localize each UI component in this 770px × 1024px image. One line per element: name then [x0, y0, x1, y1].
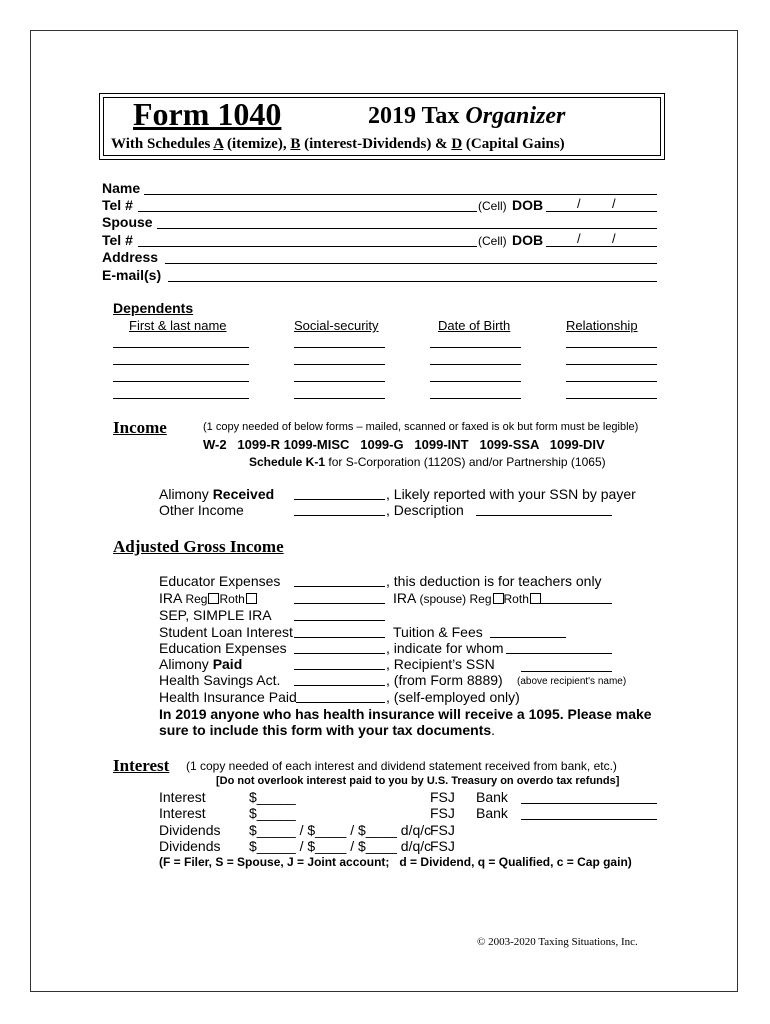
year-title-text: 2019 Tax: [368, 103, 460, 129]
educator-field[interactable]: [294, 586, 385, 587]
col-ssn: Social-security: [294, 318, 379, 333]
spouse-tel-label: Tel #: [102, 232, 133, 248]
spouse-dob-slash-2: /: [612, 231, 616, 246]
interest-note: (1 copy needed of each interest and dividend statement received from bank, etc.): [186, 759, 617, 773]
dividend-row-label: Dividends: [159, 838, 221, 854]
dep-ssn-field[interactable]: [294, 381, 385, 382]
spouse-dob-slash-1: /: [577, 231, 581, 246]
spouse-dob-field[interactable]: [546, 246, 657, 247]
agi-title: Adjusted Gross Income: [113, 537, 284, 556]
ira-spouse-label: [393, 590, 541, 606]
education-label: Education Expenses: [159, 640, 287, 656]
dob-slash-1: /: [577, 196, 581, 211]
alimony-paid-label: [159, 656, 242, 672]
health-insurance-field[interactable]: [296, 702, 385, 703]
subtitle-pre: With Schedules: [111, 136, 214, 152]
name-field[interactable]: [144, 194, 657, 195]
dep-rel-field[interactable]: [566, 364, 657, 365]
spouse-dob-label: DOB: [512, 232, 544, 248]
spouse-tel-field[interactable]: [138, 246, 477, 247]
other-income-field[interactable]: [294, 515, 385, 516]
dep-ssn-field[interactable]: [294, 398, 385, 399]
dependents-title: Dependents: [113, 300, 194, 316]
other-income-desc-field[interactable]: [476, 515, 612, 516]
organizer-word: Organizer: [465, 103, 566, 129]
col-name: First & last name: [129, 318, 227, 333]
form-title: Form 1040: [133, 96, 282, 132]
alimony-paid-pre: Alimony: [159, 656, 213, 672]
subtitle-b: (interest-Dividends) &: [300, 136, 452, 152]
dividend-row-fsj[interactable]: FSJ: [430, 822, 455, 838]
notice2-end: .: [491, 722, 496, 738]
interest-title: Interest: [113, 756, 170, 775]
education-note: , indicate for whom: [386, 640, 504, 656]
ira-label: [159, 590, 257, 606]
spouse-label: Spouse: [102, 214, 153, 230]
cell-label: (Cell): [478, 199, 507, 213]
spouse-cell-label: (Cell): [478, 234, 507, 248]
student-loan-label: Student Loan Interest: [159, 624, 293, 640]
alimony-paid-bold: Paid: [212, 656, 243, 672]
health-notice-line2: [159, 722, 495, 738]
alimony-received-field[interactable]: [294, 499, 385, 500]
email-label: E-mail(s): [102, 267, 162, 283]
dep-name-field[interactable]: [113, 347, 249, 348]
k1-bold: Schedule K-1: [249, 455, 326, 469]
interest-legend: (F = Filer, S = Spouse, J = Joint account; d = Dividend, q = Qualified, c = Cap gain): [159, 855, 632, 869]
tel-field[interactable]: [138, 211, 477, 212]
dep-name-field[interactable]: [113, 398, 249, 399]
header-subtitle: [111, 136, 565, 153]
k1-rest: for S-Corporation (1120S) and/or Partnership (1065): [325, 455, 606, 469]
sep-field[interactable]: [294, 620, 385, 621]
email-field[interactable]: [168, 281, 657, 282]
other-income-desc-label: , Description: [386, 502, 464, 518]
interest-row-fsj[interactable]: FSJ: [430, 805, 455, 821]
notice2-bold: sure to include this form with your tax documents: [159, 722, 492, 738]
interest-row-amount[interactable]: $_____: [249, 805, 296, 821]
alimony-pre: Alimony: [159, 486, 213, 502]
subtitle-d: (Capital Gains): [462, 136, 565, 152]
ira2-roth-label: Roth: [503, 592, 529, 606]
ira2-pre: IRA: [393, 590, 420, 606]
dep-name-field[interactable]: [113, 381, 249, 382]
tuition-label: Tuition & Fees: [393, 624, 483, 640]
col-relationship: Relationship: [566, 318, 638, 333]
hsa-label: Health Savings Act.: [159, 672, 281, 688]
schedule-b: B: [290, 136, 301, 152]
ira2-spouse: (spouse): [419, 592, 467, 606]
dep-rel-field[interactable]: [566, 398, 657, 399]
bank-field[interactable]: [521, 803, 657, 804]
dividend-row-label: Dividends: [159, 822, 221, 838]
alimony-received-label: [159, 486, 274, 502]
ira2-reg-checkbox[interactable]: [493, 593, 504, 604]
subtitle-a: (itemize),: [223, 136, 291, 152]
dep-rel-field[interactable]: [566, 347, 657, 348]
income-forms: W-2 1099-R 1099-MISC 1099-G 1099-INT 1099-SSA 1099-DIV: [203, 437, 605, 452]
interest-row-bank: Bank: [476, 805, 508, 821]
interest-row-label: Interest: [159, 789, 206, 805]
dep-rel-field[interactable]: [566, 381, 657, 382]
education-field[interactable]: [294, 653, 385, 654]
other-income-label: Other Income: [159, 502, 244, 518]
educator-note: , this deduction is for teachers only: [386, 573, 602, 589]
dob-field[interactable]: [546, 211, 657, 212]
dep-dob-field[interactable]: [430, 364, 521, 365]
col-dob: Date of Birth: [438, 318, 511, 333]
schedule-d: D: [451, 136, 463, 152]
tel-label: Tel #: [102, 197, 133, 213]
copyright: © 2003-2020 Taxing Situations, Inc.: [477, 936, 638, 948]
ira-pre: IRA: [159, 590, 186, 606]
dividend-row-amount[interactable]: $_____ / $____ / $____ d/q/c: [249, 822, 432, 838]
address-label: Address: [102, 249, 159, 265]
dep-ssn-field[interactable]: [294, 364, 385, 365]
hsa-subnote: (above recipient's name): [517, 676, 627, 687]
k1-line: [249, 455, 606, 469]
educator-label: Educator Expenses: [159, 573, 281, 589]
ira-reg-checkbox[interactable]: [208, 593, 219, 604]
income-note: (1 copy needed of below forms – mailed, scanned or faxed is ok but form must be legible): [203, 421, 639, 433]
dep-dob-field[interactable]: [430, 347, 521, 348]
student-loan-field[interactable]: [294, 637, 385, 638]
ira2-reg-label: Reg: [466, 592, 492, 606]
ira2-roth-checkbox[interactable]: [530, 593, 541, 604]
dep-ssn-field[interactable]: [294, 347, 385, 348]
interest-row-amount[interactable]: $_____: [249, 789, 296, 805]
schedule-a: A: [213, 136, 224, 152]
ira-roth-checkbox[interactable]: [246, 593, 257, 604]
education-whom-field[interactable]: [506, 653, 612, 654]
alimony-bold: Received: [212, 486, 275, 502]
tuition-field[interactable]: [490, 637, 566, 638]
alimony-paid-field[interactable]: [294, 669, 385, 670]
hsa-field[interactable]: [294, 685, 385, 686]
ira-roth-label: Roth: [219, 592, 245, 606]
dep-name-field[interactable]: [113, 364, 249, 365]
year-title: [368, 103, 565, 130]
treasury-warning: [Do not overlook interest paid to you by U.S. Treasury on overdo tax refunds]: [216, 775, 620, 787]
health-insurance-note: , (self-employed only): [386, 689, 520, 705]
interest-row-fsj[interactable]: FSJ: [430, 789, 455, 805]
recipient-ssn-field[interactable]: [521, 671, 612, 672]
hsa-note: , (from Form 8889): [386, 672, 503, 688]
interest-row-label: Interest: [159, 805, 206, 821]
ira-reg-label: Reg: [185, 592, 208, 606]
name-label: Name: [102, 180, 141, 196]
dep-dob-field[interactable]: [430, 381, 521, 382]
spouse-field[interactable]: [157, 228, 657, 229]
health-insurance-label: Health Insurance Paid: [159, 689, 297, 705]
ira-field[interactable]: [294, 603, 385, 604]
address-field[interactable]: [165, 263, 657, 264]
health-notice-line1: In 2019 anyone who has health insurance will receive a 1095. Please make: [159, 706, 652, 722]
dividend-row-amount[interactable]: $_____ / $____ / $____ d/q/c: [249, 838, 432, 854]
interest-row-bank: Bank: [476, 789, 508, 805]
income-title: Income: [113, 418, 167, 437]
dob-slash-2: /: [612, 196, 616, 211]
bank-field[interactable]: [521, 819, 657, 820]
dob-label: DOB: [512, 197, 544, 213]
dividend-row-fsj[interactable]: FSJ: [430, 838, 455, 854]
dep-dob-field[interactable]: [430, 398, 521, 399]
alimony-paid-note: , Recipient’s SSN: [386, 656, 495, 672]
ira-spouse-field[interactable]: [541, 603, 612, 604]
sep-label: SEP, SIMPLE IRA: [159, 607, 272, 623]
alimony-received-note: , Likely reported with your SSN by payer: [386, 486, 636, 502]
